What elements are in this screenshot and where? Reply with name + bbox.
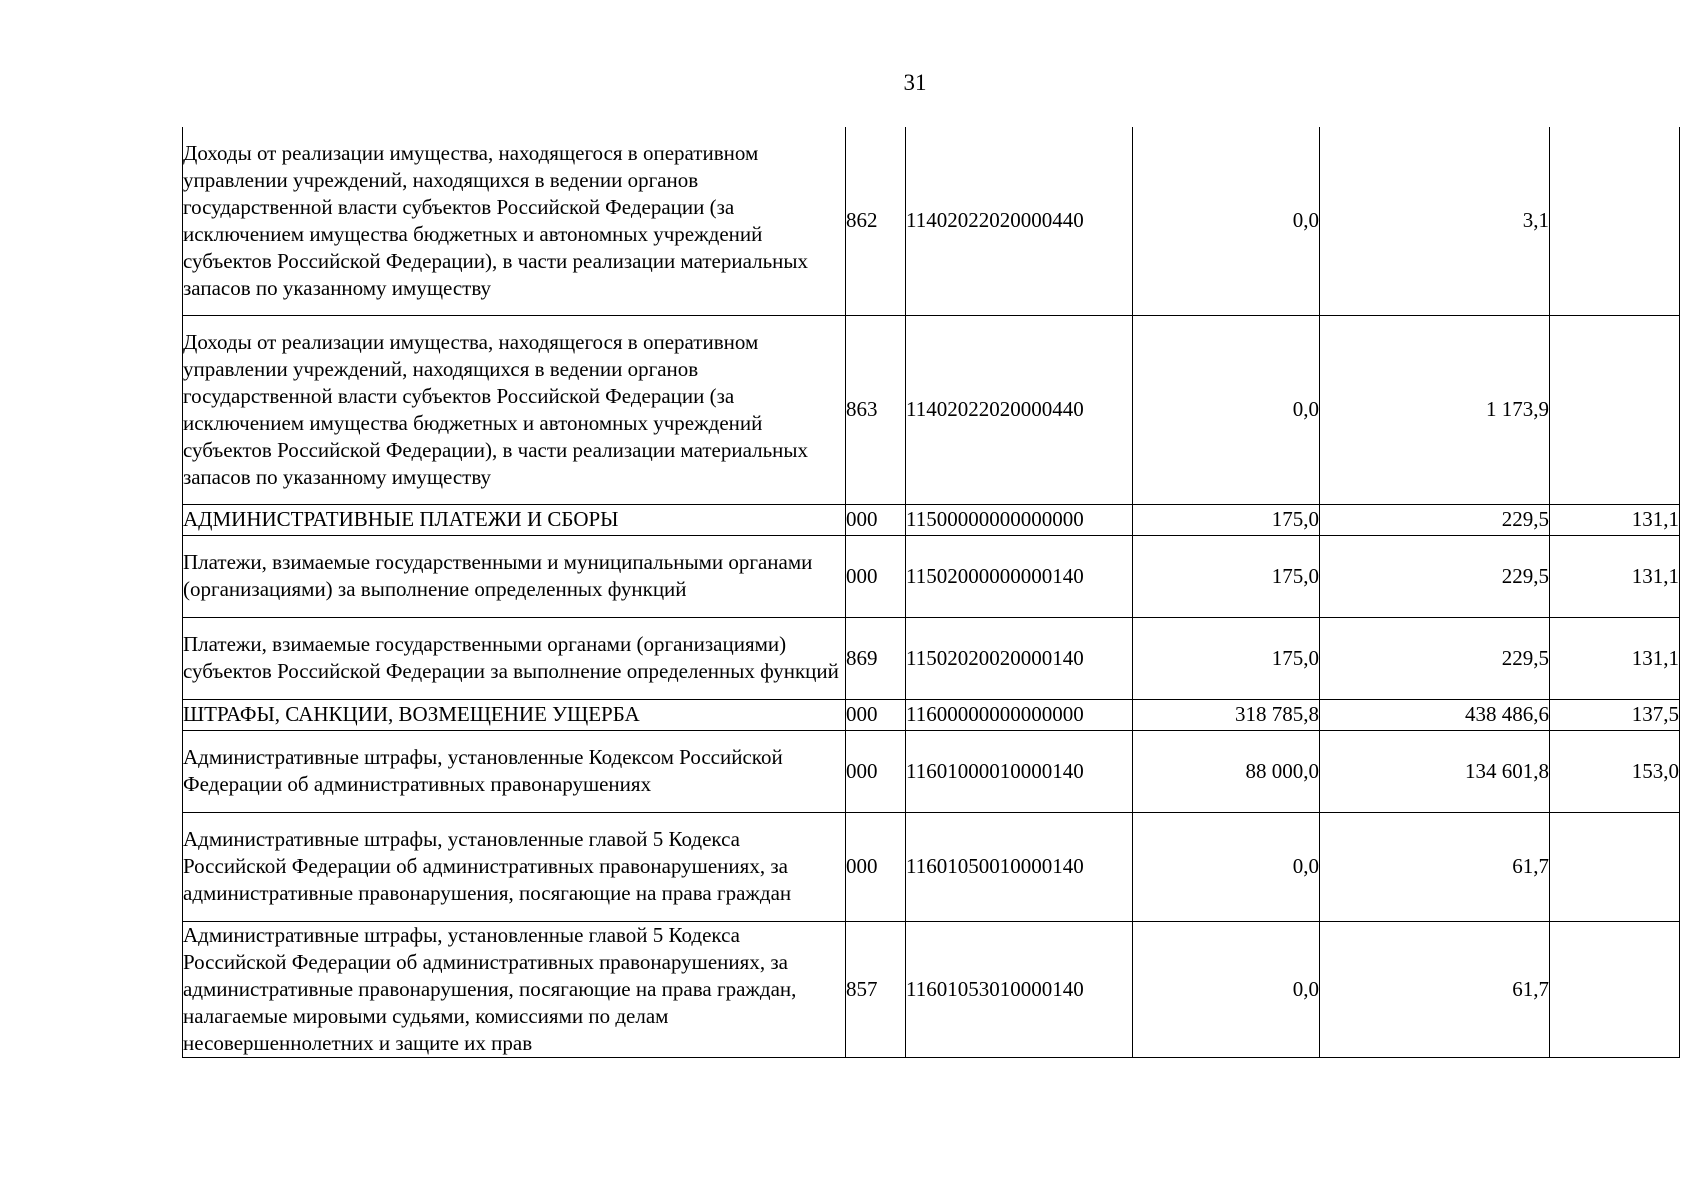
admin-code: 857 [846,921,906,1057]
budget-classification-code: 11600000000000000 [906,699,1133,730]
row-name: Административные штрафы, установленные Кодексом Российской Федерации об административных правонарушениях [183,730,846,812]
budget-classification-code: 11601000010000140 [906,730,1133,812]
table-row [183,921,1680,1057]
budget-classification-code: 11601050010000140 [906,812,1133,921]
execution-percent: 153,0 [1550,730,1680,812]
budget-classification-code: 11402022020000440 [906,315,1133,504]
budget-classification-code: 11402022020000440 [906,127,1133,315]
row-name: Административные штрафы, установленные главой 5 Кодекса Российской Федерации об административных правонарушениях, за административные правонарушения, посягающие на права граждан, налагаемые мировыми судьями, комиссиями по делам несовершеннолетних и защите их прав [183,921,846,1057]
table-row [183,315,1680,504]
planned-amount: 175,0 [1133,617,1320,699]
table-row [183,504,1680,535]
row-name: ШТРАФЫ, САНКЦИИ, ВОЗМЕЩЕНИЕ УЩЕРБА [183,699,846,730]
planned-amount: 0,0 [1133,921,1320,1057]
execution-percent: 131,1 [1550,504,1680,535]
planned-amount: 175,0 [1133,504,1320,535]
table-row [183,535,1680,617]
table-row [183,730,1680,812]
budget-classification-code: 11601053010000140 [906,921,1133,1057]
planned-amount: 175,0 [1133,535,1320,617]
executed-amount: 438 486,6 [1320,699,1550,730]
planned-amount: 0,0 [1133,812,1320,921]
executed-amount: 229,5 [1320,535,1550,617]
row-name: Платежи, взимаемые государственными и муниципальными органами (организациями) за выполнение определенных функций [183,535,846,617]
planned-amount: 88 000,0 [1133,730,1320,812]
row-name: Платежи, взимаемые государственными органами (организациями) субъектов Российской Федерации за выполнение определенных функций [183,617,846,699]
executed-amount: 134 601,8 [1320,730,1550,812]
admin-code: 000 [846,699,906,730]
executed-amount: 3,1 [1320,127,1550,315]
revenue-table [182,127,1680,1058]
admin-code: 869 [846,617,906,699]
row-name: Доходы от реализации имущества, находящегося в оперативном управлении учреждений, находящихся в ведении органов государственной власти субъектов Российской Федерации (за исключением имущества бюджетных и автономных учреждений субъектов Российской Федерации), в части реализации материальных запасов по указанному имуществу [183,315,846,504]
table-row [183,127,1680,315]
executed-amount: 229,5 [1320,504,1550,535]
execution-percent [1550,127,1680,315]
executed-amount: 61,7 [1320,921,1550,1057]
admin-code: 000 [846,812,906,921]
budget-classification-code: 11500000000000000 [906,504,1133,535]
budget-classification-code: 11502020020000140 [906,617,1133,699]
row-name: Административные штрафы, установленные главой 5 Кодекса Российской Федерации об административных правонарушениях, за административные правонарушения, посягающие на права граждан [183,812,846,921]
executed-amount: 229,5 [1320,617,1550,699]
admin-code: 000 [846,504,906,535]
row-name: Доходы от реализации имущества, находящегося в оперативном управлении учреждений, находящихся в ведении органов государственной власти субъектов Российской Федерации (за исключением имущества бюджетных и автономных учреждений субъектов Российской Федерации), в части реализации материальных запасов по указанному имуществу [183,127,846,315]
execution-percent: 131,1 [1550,617,1680,699]
table-row [183,699,1680,730]
executed-amount: 1 173,9 [1320,315,1550,504]
admin-code: 862 [846,127,906,315]
execution-percent [1550,921,1680,1057]
execution-percent: 131,1 [1550,535,1680,617]
execution-percent: 137,5 [1550,699,1680,730]
row-name: АДМИНИСТРАТИВНЫЕ ПЛАТЕЖИ И СБОРЫ [183,504,846,535]
execution-percent [1550,315,1680,504]
page-number: 31 [903,70,927,95]
table-row [183,812,1680,921]
planned-amount: 0,0 [1133,315,1320,504]
table-row [183,617,1680,699]
executed-amount: 61,7 [1320,812,1550,921]
admin-code: 000 [846,730,906,812]
admin-code: 000 [846,535,906,617]
planned-amount: 0,0 [1133,127,1320,315]
budget-classification-code: 11502000000000140 [906,535,1133,617]
execution-percent [1550,812,1680,921]
planned-amount: 318 785,8 [1133,699,1320,730]
admin-code: 863 [846,315,906,504]
